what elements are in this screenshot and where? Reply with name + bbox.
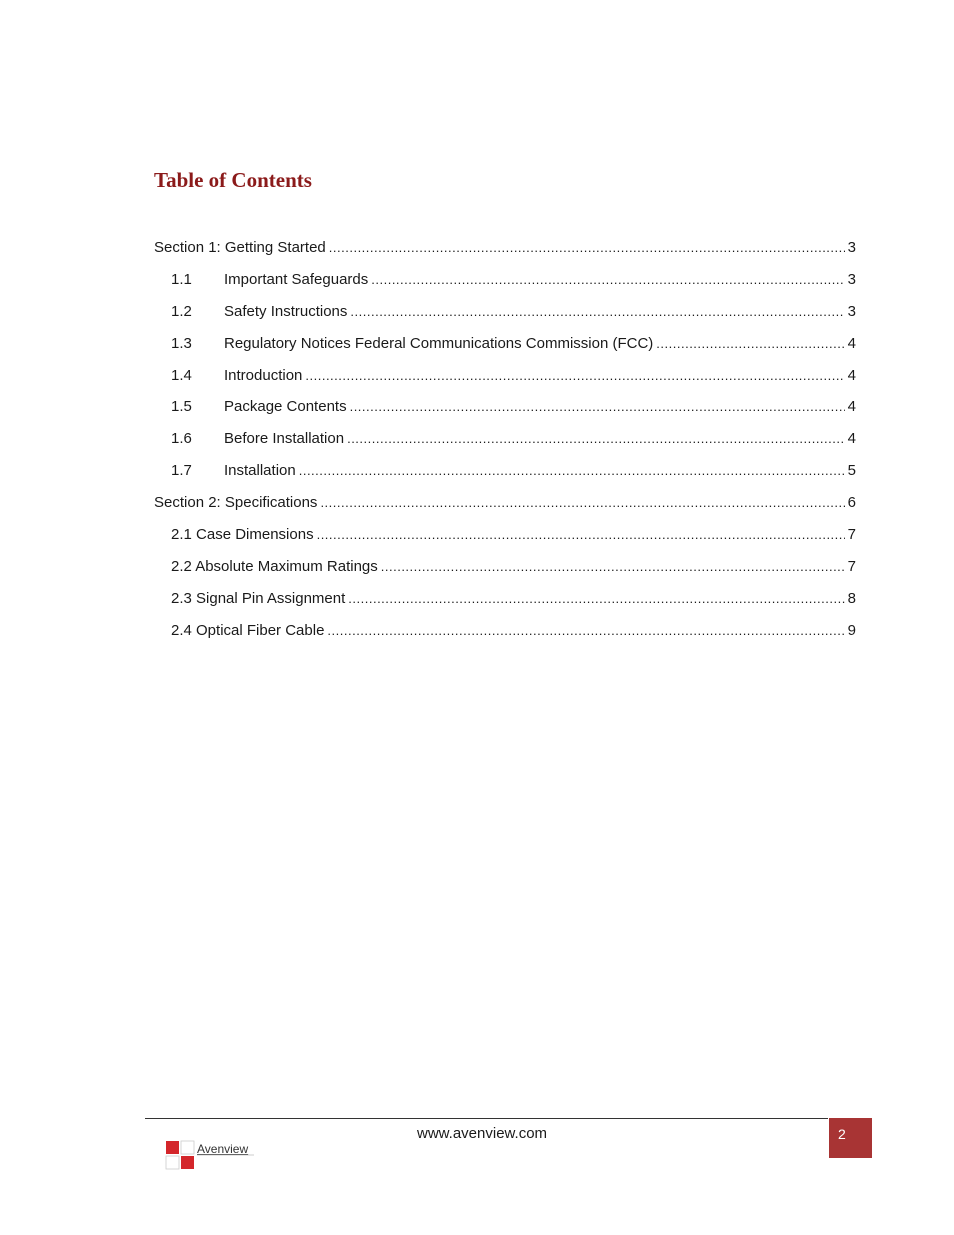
toc-entry-number: 1.5	[171, 398, 192, 416]
toc-entry-title: Installation	[224, 462, 296, 480]
toc-dot-leader	[381, 555, 845, 579]
toc-dot-leader	[299, 459, 845, 483]
toc-entry-number: 1.7	[171, 462, 192, 480]
footer-divider	[145, 1118, 828, 1119]
toc-entry-title: Section 2: Specifications	[154, 494, 318, 512]
toc-entry-page: 3	[847, 270, 856, 288]
toc-entry-title: 2.1 Case Dimensions	[171, 526, 314, 544]
toc-entry-title: Package Contents	[224, 398, 347, 416]
toc-subsection-entry[interactable]	[154, 587, 856, 619]
page-title: Table of Contents	[154, 168, 312, 192]
toc-subsection-entry[interactable]	[154, 300, 856, 332]
toc-entry-number: 1.4	[171, 366, 192, 384]
toc-entry-page: 4	[847, 430, 856, 448]
toc-subsection-entry[interactable]	[154, 523, 856, 555]
toc-subsection-entry[interactable]	[154, 459, 856, 491]
toc-entry-title: 2.2 Absolute Maximum Ratings	[171, 557, 378, 575]
toc-subsection-entry[interactable]	[154, 427, 856, 459]
toc-dot-leader	[350, 300, 844, 324]
logo-wordmark: Avenview	[197, 1142, 249, 1156]
toc-entry-title: Section 1: Getting Started	[154, 239, 326, 256]
toc-entry-page: 4	[847, 398, 856, 416]
toc-subsection-entry[interactable]	[154, 268, 856, 300]
toc-entry-page: 5	[847, 462, 856, 480]
toc-dot-leader	[320, 491, 844, 515]
toc-dot-leader	[656, 332, 844, 356]
toc-entry-title: Before Installation	[224, 430, 345, 448]
toc-entry-number: 1.1	[171, 270, 192, 288]
toc-entry-title: 2.3 Signal Pin Assignment	[171, 589, 346, 607]
toc-dot-leader	[327, 619, 844, 643]
toc-entry-page: 6	[847, 494, 856, 512]
toc-dot-leader	[348, 587, 844, 611]
toc-section-entry[interactable]	[154, 236, 856, 268]
toc-entry-title: Regulatory Notices Federal Communications Commission (FCC)	[224, 334, 654, 352]
toc-entry-page: 3	[847, 239, 856, 256]
logo-square-bottom-left	[166, 1156, 179, 1169]
toc-subsection-entry[interactable]	[154, 619, 856, 651]
toc-subsection-entry[interactable]	[154, 395, 856, 427]
toc-dot-leader	[317, 523, 845, 547]
toc-dot-leader	[350, 395, 845, 419]
toc-entry-title: Important Safeguards	[224, 270, 369, 288]
toc-entry-page: 4	[847, 366, 856, 384]
toc-subsection-entry[interactable]	[154, 555, 856, 587]
page-number-badge: 2	[829, 1118, 872, 1158]
toc-dot-leader	[305, 364, 844, 388]
toc-entry-title: 2.4 Optical Fiber Cable	[171, 621, 325, 639]
toc-entry-page: 8	[847, 589, 856, 607]
logo-square-top-left	[166, 1141, 179, 1154]
toc-entry-page: 9	[847, 621, 856, 639]
toc-entry-page: 7	[847, 557, 856, 575]
logo-square-top-right	[181, 1141, 194, 1154]
toc-entry-number: 1.3	[171, 334, 192, 352]
toc-section-entry[interactable]	[154, 491, 856, 523]
toc-entry-number: 1.6	[171, 430, 192, 448]
table-of-contents	[154, 236, 856, 651]
toc-dot-leader	[329, 236, 845, 260]
toc-entry-title: Safety Instructions	[224, 302, 348, 320]
toc-dot-leader	[347, 427, 845, 451]
toc-entry-page: 3	[847, 302, 856, 320]
toc-entry-page: 7	[847, 526, 856, 544]
toc-subsection-entry[interactable]	[154, 332, 856, 364]
toc-subsection-entry[interactable]	[154, 364, 856, 396]
toc-entry-title: Introduction	[224, 366, 303, 384]
footer-url[interactable]: www.avenview.com	[417, 1125, 548, 1142]
logo-square-bottom-right	[181, 1156, 194, 1169]
toc-entry-number: 1.2	[171, 302, 192, 320]
toc-entry-page: 4	[847, 334, 856, 352]
toc-dot-leader	[371, 268, 844, 292]
